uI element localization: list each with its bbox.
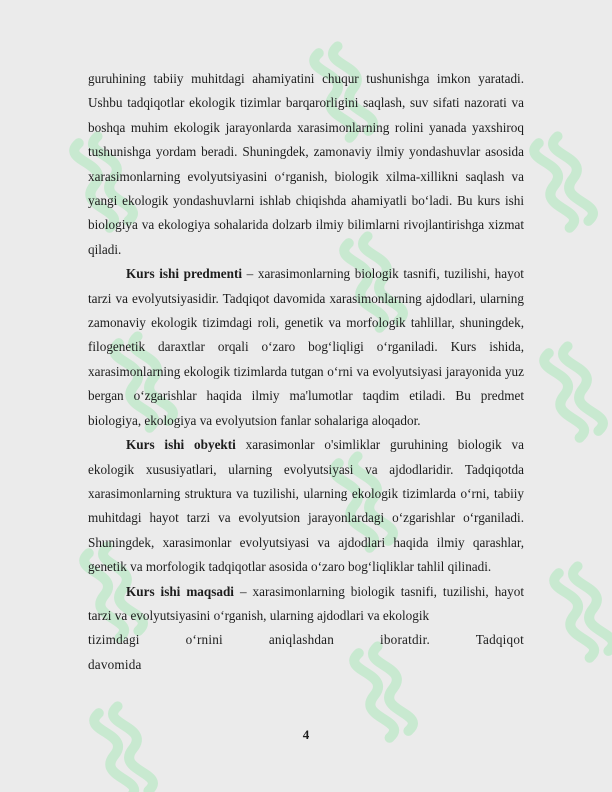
obyekt-paragraph <box>88 433 524 579</box>
watermark-mark <box>92 704 155 792</box>
watermark-mark <box>532 134 595 230</box>
maqsad-heading: Kurs ishi maqsadi <box>126 583 234 599</box>
watermark-mark <box>552 564 612 660</box>
document-body <box>88 67 524 677</box>
obyekt-heading: Kurs ishi obyekti <box>126 437 236 453</box>
intro-paragraph: guruhining tabiiy muhitdagi ahamiyatini chuqur tushunishga imkon yaratadi. Ushbu tadqiqotlar ekologik tizimlar barqarorligini saqlash, suv sifati nazorati va boshqa muhim ekologik jarayonlarda xarasimonlarning rolini yanada yaxshiroq tushunishga yordam beradi. Shuningdek, zamonaviy ilmiy yondashuvlar asosida xarasimonlarning evolyutsiyasini o‘rganish, biologik xilma-xillikni saqlash va yangi ekologik yondashuvlarni ishlab chiqishda ahamiyatli bo‘ladi. Bu kurs ishi biologiya va ekologiya sohalarida dolzarb ilmiy bilimlarni rivojlantirishga xizmat qiladi. <box>88 71 524 257</box>
predmet-text: – xarasimonlarning biologik tasnifi, tuzilishi, hayot tarzi va evolyutsiyasidir. Tadqiqot davomida xarasimonlarning ajdodlari, ularning zamonaviy ekologik tizimdagi roli, genetik va morfologik tahlillar, shuningdek, filogenetik daraxtlar orqali o‘zaro bog‘liqligi o‘rganiladi. Kurs ishida, xarasimonlarning ekologik tizimlarda tutgan o‘rni va evolyutsiyasi jarayonida yuz bergan o‘zgarishlar haqida ilmiy ma'lumotlar taqdim etiladi. Bu predmet biologiya, ekologiya va evolyutsion fanlar sohalariga aloqador. <box>88 266 524 428</box>
predmet-paragraph <box>88 262 524 433</box>
maqsad-text: – xarasimonlarning biologik tasnifi, tuzilishi, hayot tarzi va evolyutsiyasini o‘rganish, ularning ajdodlari va ekologik <box>88 583 524 623</box>
maqsad-paragraph <box>88 580 524 629</box>
page-number: 4 <box>302 727 310 742</box>
maqsad-last-line: tizimdagi o‘rnini aniqlashdan iboratdir. Tadqiqot davomida <box>88 632 524 672</box>
predmet-heading: Kurs ishi predmenti <box>126 266 242 282</box>
obyekt-text: xarasimonlar o'simliklar guruhining biologik va ekologik xususiyatlari, ularning evolyutsiyasi va ajdodlaridir. Tadqiqotda xarasimonlarning struktura va tuzilishi, ularning ekologik tizimlarda o‘rni, tabiiy muhitdagi hayot tarzi va evolyutsion jarayonlardagi o‘zgarishlar o‘rganiladi. Shuningdek, xarasimonlar evolyutsiyasi va ajdodlari haqida ilmiy qarashlar, genetik va morfologik tadqiqotlar asosida o‘zaro bog‘liqliklar tahlil qilinadi. <box>88 437 525 575</box>
watermark-mark <box>542 344 605 440</box>
